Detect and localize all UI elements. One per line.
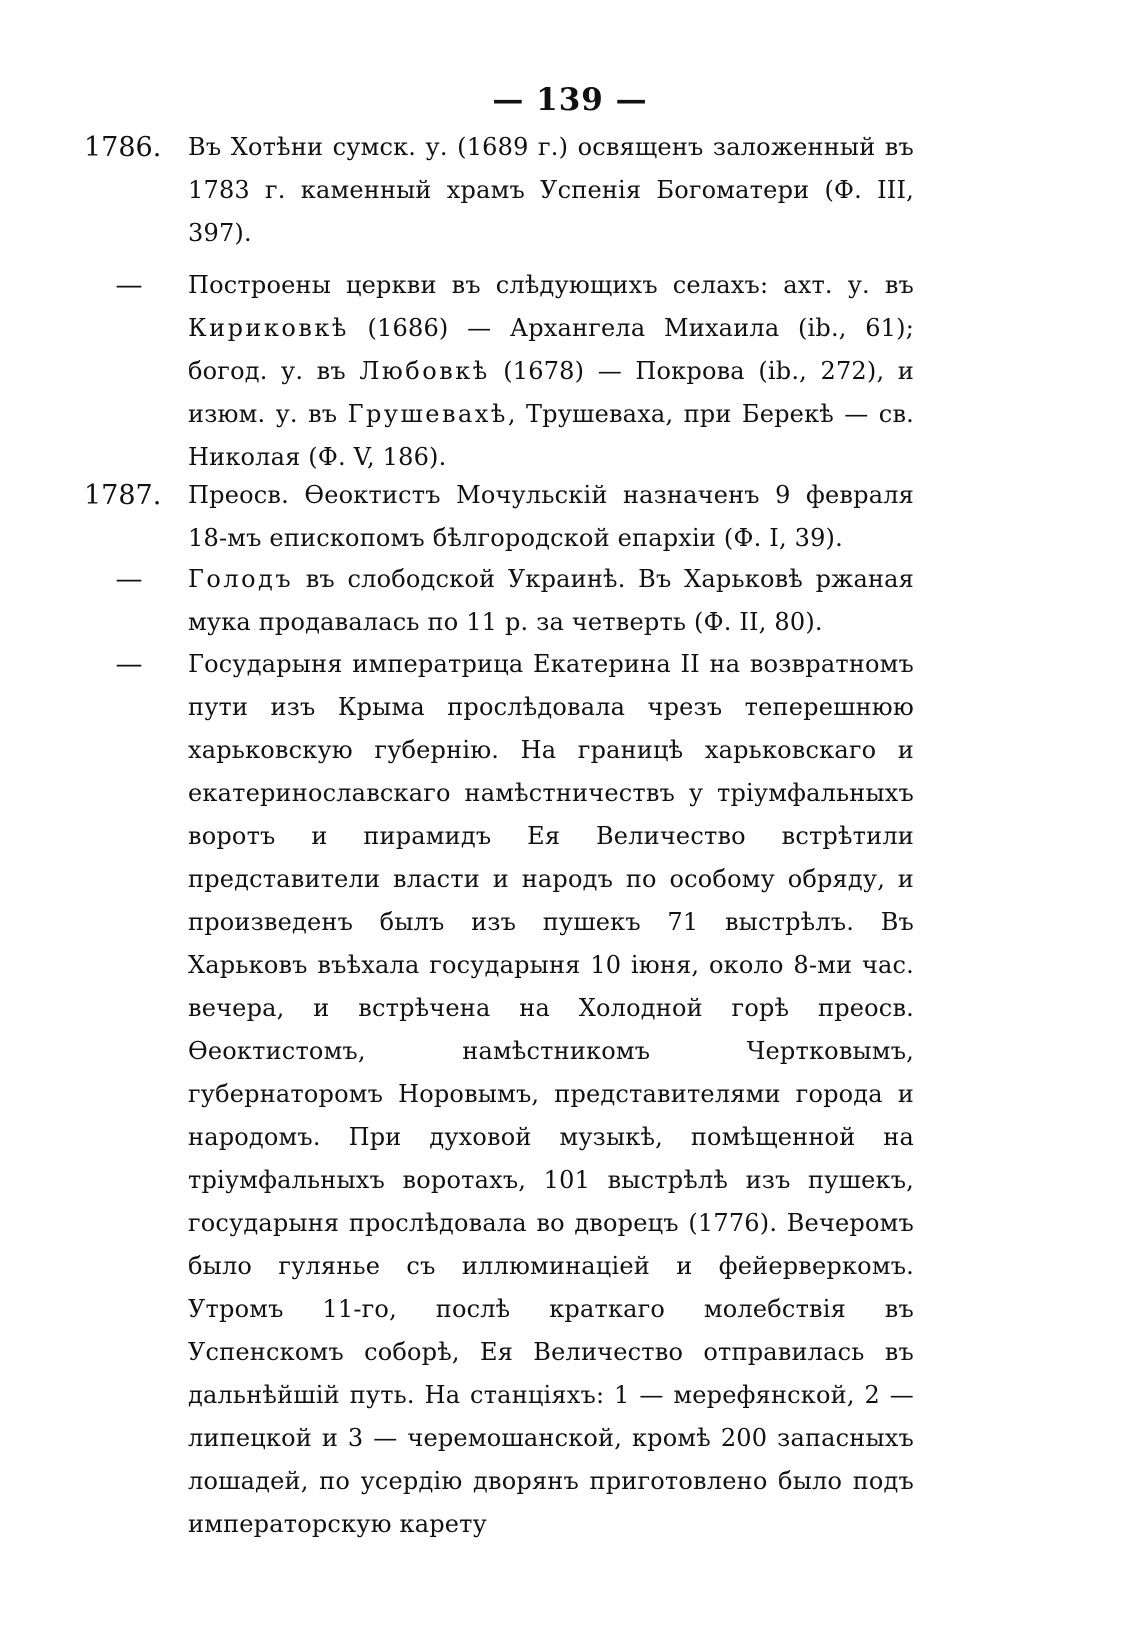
entry-text: Государыня императрица Екатерина II на возвратномъ пути изъ Крыма прослѣдовала чрезъ теперешнюю харьковскую губернію. На границѣ харьковскаго и екатеринославскаго намѣстничествъ у тріумфальныхъ воротъ и пирамидъ Ея Величество встрѣтили представители власти и народъ по особому обряду, и произведенъ былъ изъ пушекъ 71 выстрѣлъ. Въ Харьковъ въѣхала государыня 10 іюня, около 8-ми час. вечера, и встрѣчена на Холодной горѣ преосв. Ѳеоктистомъ, намѣстникомъ Чертковымъ, губернаторомъ Норовымъ, представителями города и народомъ. При духовой музыкѣ, помѣщенной на тріумфальныхъ воротахъ, 101 выстрѣлѣ изъ пушекъ, государыня прослѣдовала во дворецъ (1776). Вечеромъ было гулянье съ иллюминаціей и фейерверкомъ. Утромъ 11-го, послѣ краткаго молебствія въ Успенскомъ соборѣ, Ея Величество отправилась въ дальнѣйшій путь. На станціяхъ: 1 — мерефянской, 2 — липецкой и 3 — черемошанской, кромѣ 200 запасныхъ лошадей, по усердію дворянъ приготовлено было подъ императорскую карету	[188, 650, 914, 1538]
text-segment: , Трушеваха, при Берекѣ — св. Николая (Ф. V, 186).	[188, 400, 914, 471]
entry-year: 1787.	[84, 480, 162, 511]
text-segment: (1678) — Покрова (ib., 272), и изюм. у. въ	[188, 357, 914, 428]
entry-dash: —	[115, 270, 143, 301]
entry-text	[188, 264, 914, 479]
entry-1786	[84, 126, 914, 255]
entry-dash: —	[115, 649, 143, 680]
entry-1787-empress-journey	[84, 643, 914, 1546]
text-segment: (1686) — Архангела Михаила (ib., 61); богод. у. въ	[188, 314, 914, 385]
text-segment: Построены церкви въ слѣдующихъ селахъ: ахт. у. въ	[188, 271, 914, 299]
entry-dash: —	[115, 564, 143, 595]
village-name: Кириковкѣ	[188, 314, 349, 342]
village-name: Грушевахѣ	[347, 400, 508, 428]
entry-text	[188, 558, 914, 644]
text-segment: въ слободской Украинѣ. Въ Харьковѣ ржаная мука продавалась по 11 р. за четверть (Ф. II, 80).	[188, 565, 914, 636]
entry-1787	[84, 474, 914, 560]
keyword: Голодъ	[188, 565, 294, 593]
entry-year: 1786.	[84, 132, 162, 163]
entry-text: Въ Хотѣни сумск. у. (1689 г.) освященъ заложенный въ 1783 г. каменный храмъ Успенія Богоматери (Ф. III, 397).	[188, 133, 914, 247]
entry-1787-famine	[84, 558, 914, 644]
entry-1786-churches	[84, 264, 914, 479]
village-name: Любовкѣ	[359, 357, 490, 385]
entry-text: Преосв. Ѳеоктистъ Мочульскій назначенъ 9 февраля 18-мъ епископомъ бѣлгородской епархіи (Ф. I, 39).	[188, 481, 914, 552]
page-number: — 139 —	[492, 82, 648, 118]
